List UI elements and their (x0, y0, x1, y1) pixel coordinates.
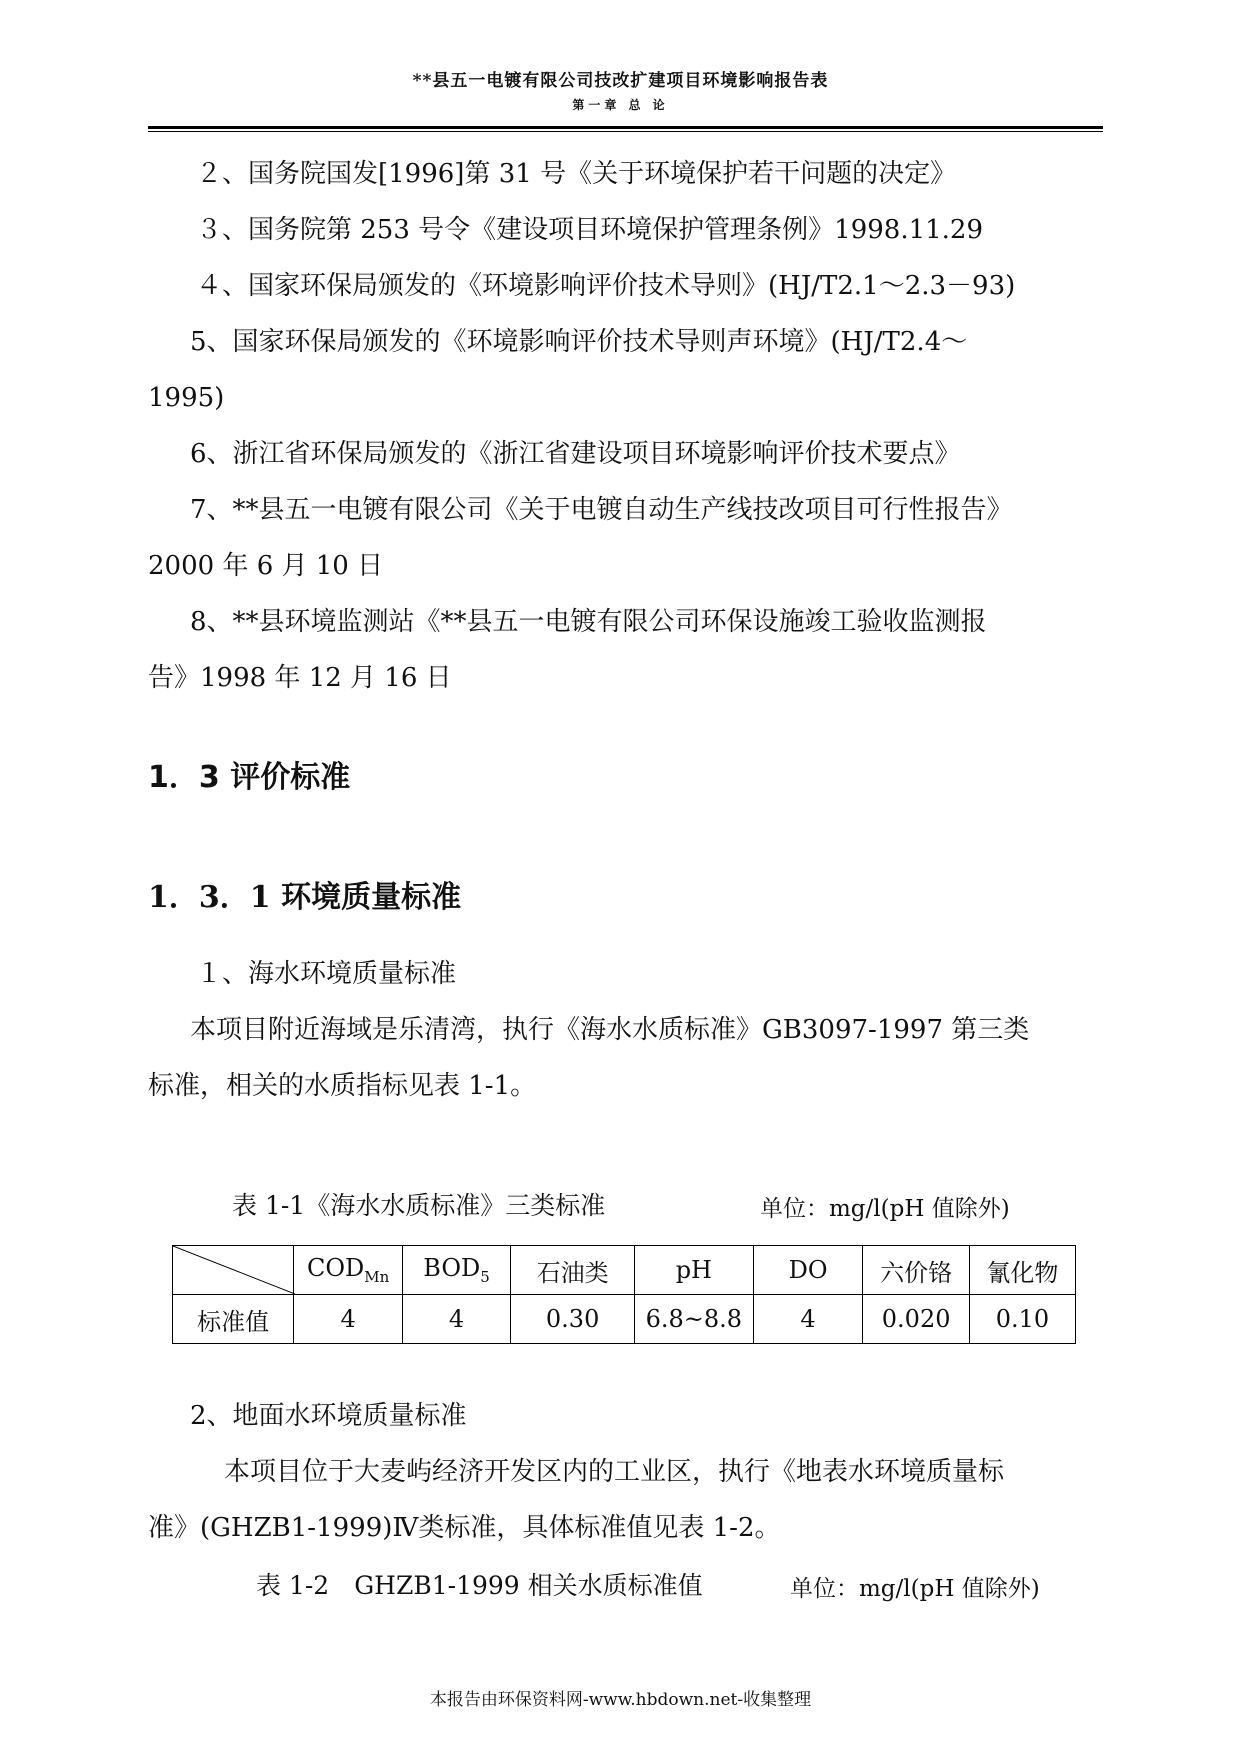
seawater-standard-table (172, 1245, 1076, 1344)
row-label: 标准值 (173, 1295, 294, 1344)
table-header: 氰化物 (969, 1246, 1075, 1295)
surface-water-text-cont: 准》(GHZB1-1999)Ⅳ类标准，具体标准值见表 1-2。 (148, 1513, 781, 1543)
table-header: 六价铬 (863, 1246, 969, 1295)
reference-5: 5、国家环保局颁发的《环境影响评价技术导则声环境》(HJ/T2.4～ (190, 327, 968, 357)
table-header: DO (753, 1246, 863, 1295)
table-cell: 4 (753, 1295, 863, 1344)
table-header: 石油类 (511, 1246, 635, 1295)
table-cell: 4 (402, 1295, 510, 1344)
table2-caption: 表 1-2 GHZB1-1999 相关水质标准值 (256, 1571, 703, 1600)
section-heading: 1．3 评价标准 (148, 760, 351, 795)
subsection-heading: 1．3．1 环境质量标准 (148, 880, 462, 915)
reference-2: ２、国务院国发[1996]第 31 号《关于环境保护若干问题的决定》 (196, 159, 957, 189)
seawater-heading: １、海水环境质量标准 (196, 959, 457, 989)
header-rule (148, 126, 1103, 132)
table-header-row (173, 1246, 1076, 1295)
reference-7: 7、**县五一电镀有限公司《关于电镀自动生产线技改项目可行性报告》 (190, 495, 1013, 525)
reference-4: ４、国家环保局颁发的《环境影响评价技术导则》(HJ/T2.1～2.3－93) (196, 271, 1016, 301)
chapter-label: 第一章 总 论 (572, 98, 669, 112)
document-title: **县五一电镀有限公司技改扩建项目环境影响报告表 (412, 71, 829, 91)
table1-unit: 单位：mg/l(pH 值除外) (760, 1196, 1010, 1222)
table-cell: 6.8~8.8 (635, 1295, 754, 1344)
diagonal-line (173, 1246, 295, 1294)
reference-5-cont: 1995) (148, 383, 225, 413)
table-cell: 4 (294, 1295, 403, 1344)
surface-water-heading: 2、地面水环境质量标准 (190, 1401, 467, 1431)
table-cell: 0.020 (863, 1295, 969, 1344)
table-header: pH (635, 1246, 754, 1295)
table-cell: 0.10 (969, 1295, 1075, 1344)
reference-8-cont: 告》1998 年 12 月 16 日 (148, 663, 452, 693)
surface-water-text: 本项目位于大麦屿经济开发区内的工业区，执行《地表水环境质量标 (224, 1457, 1005, 1487)
reference-3: ３、国务院第 253 号令《建设项目环境保护管理条例》1998.11.29 (196, 215, 984, 245)
page-footer: 本报告由环保资料网-www.hbdown.net-收集整理 (429, 1690, 812, 1710)
table1-caption: 表 1-1《海水水质标准》三类标准 (232, 1191, 606, 1220)
table2-unit: 单位：mg/l(pH 值除外) (790, 1576, 1040, 1602)
reference-6: 6、浙江省环保局颁发的《浙江省建设项目环境影响评价技术要点》 (190, 439, 961, 469)
table-header: $COD_{Mn}$ (294, 1246, 403, 1295)
table-row (173, 1295, 1076, 1344)
table-header: $BOD_5$ (402, 1246, 510, 1295)
table-cell: 0.30 (511, 1295, 635, 1344)
seawater-text: 本项目附近海域是乐清湾，执行《海水水质标准》GB3097-1997 第三类 (190, 1015, 1030, 1045)
reference-8: 8、**县环境监测站《**县五一电镀有限公司环保设施竣工验收监测报 (190, 607, 987, 637)
seawater-text-cont: 标准，相关的水质指标见表 1-1。 (148, 1071, 537, 1101)
diagonal-header-cell (173, 1246, 294, 1295)
reference-7-cont: 2000 年 6 月 10 日 (148, 551, 384, 581)
